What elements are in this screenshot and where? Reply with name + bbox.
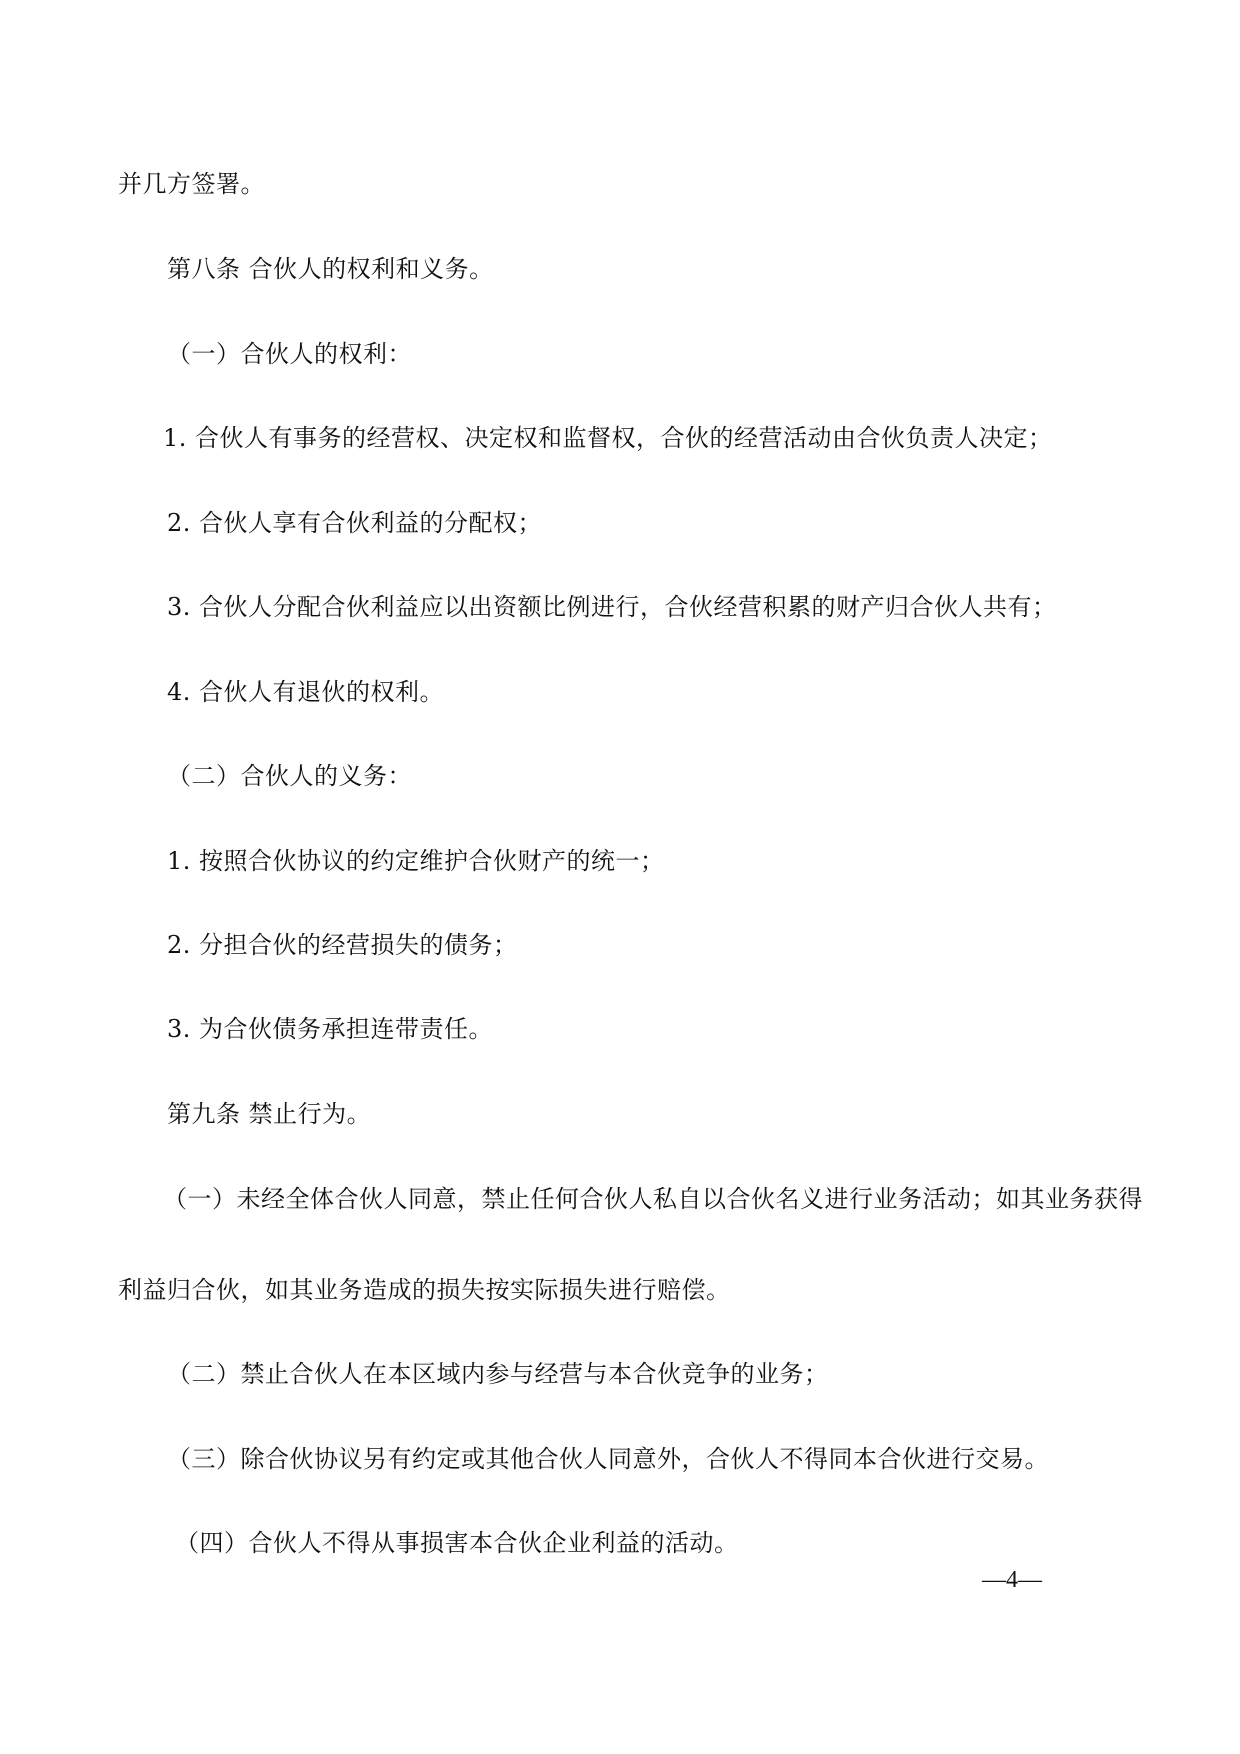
rights-item-2: 2. 合伙人享有合伙利益的分配权；: [167, 509, 543, 537]
article-8-heading: 第八条 合伙人的权利和义务。: [167, 255, 494, 283]
rights-subheading: （一）合伙人的权利：: [167, 340, 412, 368]
page-number: —4—: [982, 1567, 1042, 1593]
prohibition-3: （三）除合伙协议另有约定或其他合伙人同意外，合伙人不得同本合伙进行交易。: [167, 1445, 1049, 1473]
prohibition-1-line-2: 利益归合伙，如其业务造成的损失按实际损失进行赔偿。: [118, 1276, 731, 1304]
obligations-subheading: （二）合伙人的义务：: [167, 762, 412, 790]
prohibition-4: （四）合伙人不得从事损害本合伙企业利益的活动。: [175, 1529, 739, 1557]
rights-item-3: 3. 合伙人分配合伙利益应以出资额比例进行，合伙经营积累的财产归合伙人共有；: [167, 593, 1057, 621]
rights-item-4: 4. 合伙人有退伙的权利。: [167, 678, 445, 706]
obligations-item-3: 3. 为合伙债务承担连带责任。: [167, 1015, 494, 1043]
article-9-heading: 第九条 禁止行为。: [167, 1100, 372, 1128]
obligations-item-2: 2. 分担合伙的经营损失的债务；: [167, 931, 518, 959]
prohibition-2: （二）禁止合伙人在本区域内参与经营与本合伙竞争的业务；: [167, 1360, 829, 1388]
prohibition-1-line-1: （一）未经全体合伙人同意，禁止任何合伙人私自以合伙名义进行业务活动；如其业务获得: [163, 1185, 1143, 1213]
paragraph-continuation: 并几方签署。: [118, 170, 265, 198]
obligations-item-1: 1. 按照合伙协议的约定维护合伙财产的统一；: [167, 847, 665, 875]
rights-item-1: 1. 合伙人有事务的经营权、决定权和监督权，合伙的经营活动由合伙负责人决定；: [163, 424, 1053, 452]
